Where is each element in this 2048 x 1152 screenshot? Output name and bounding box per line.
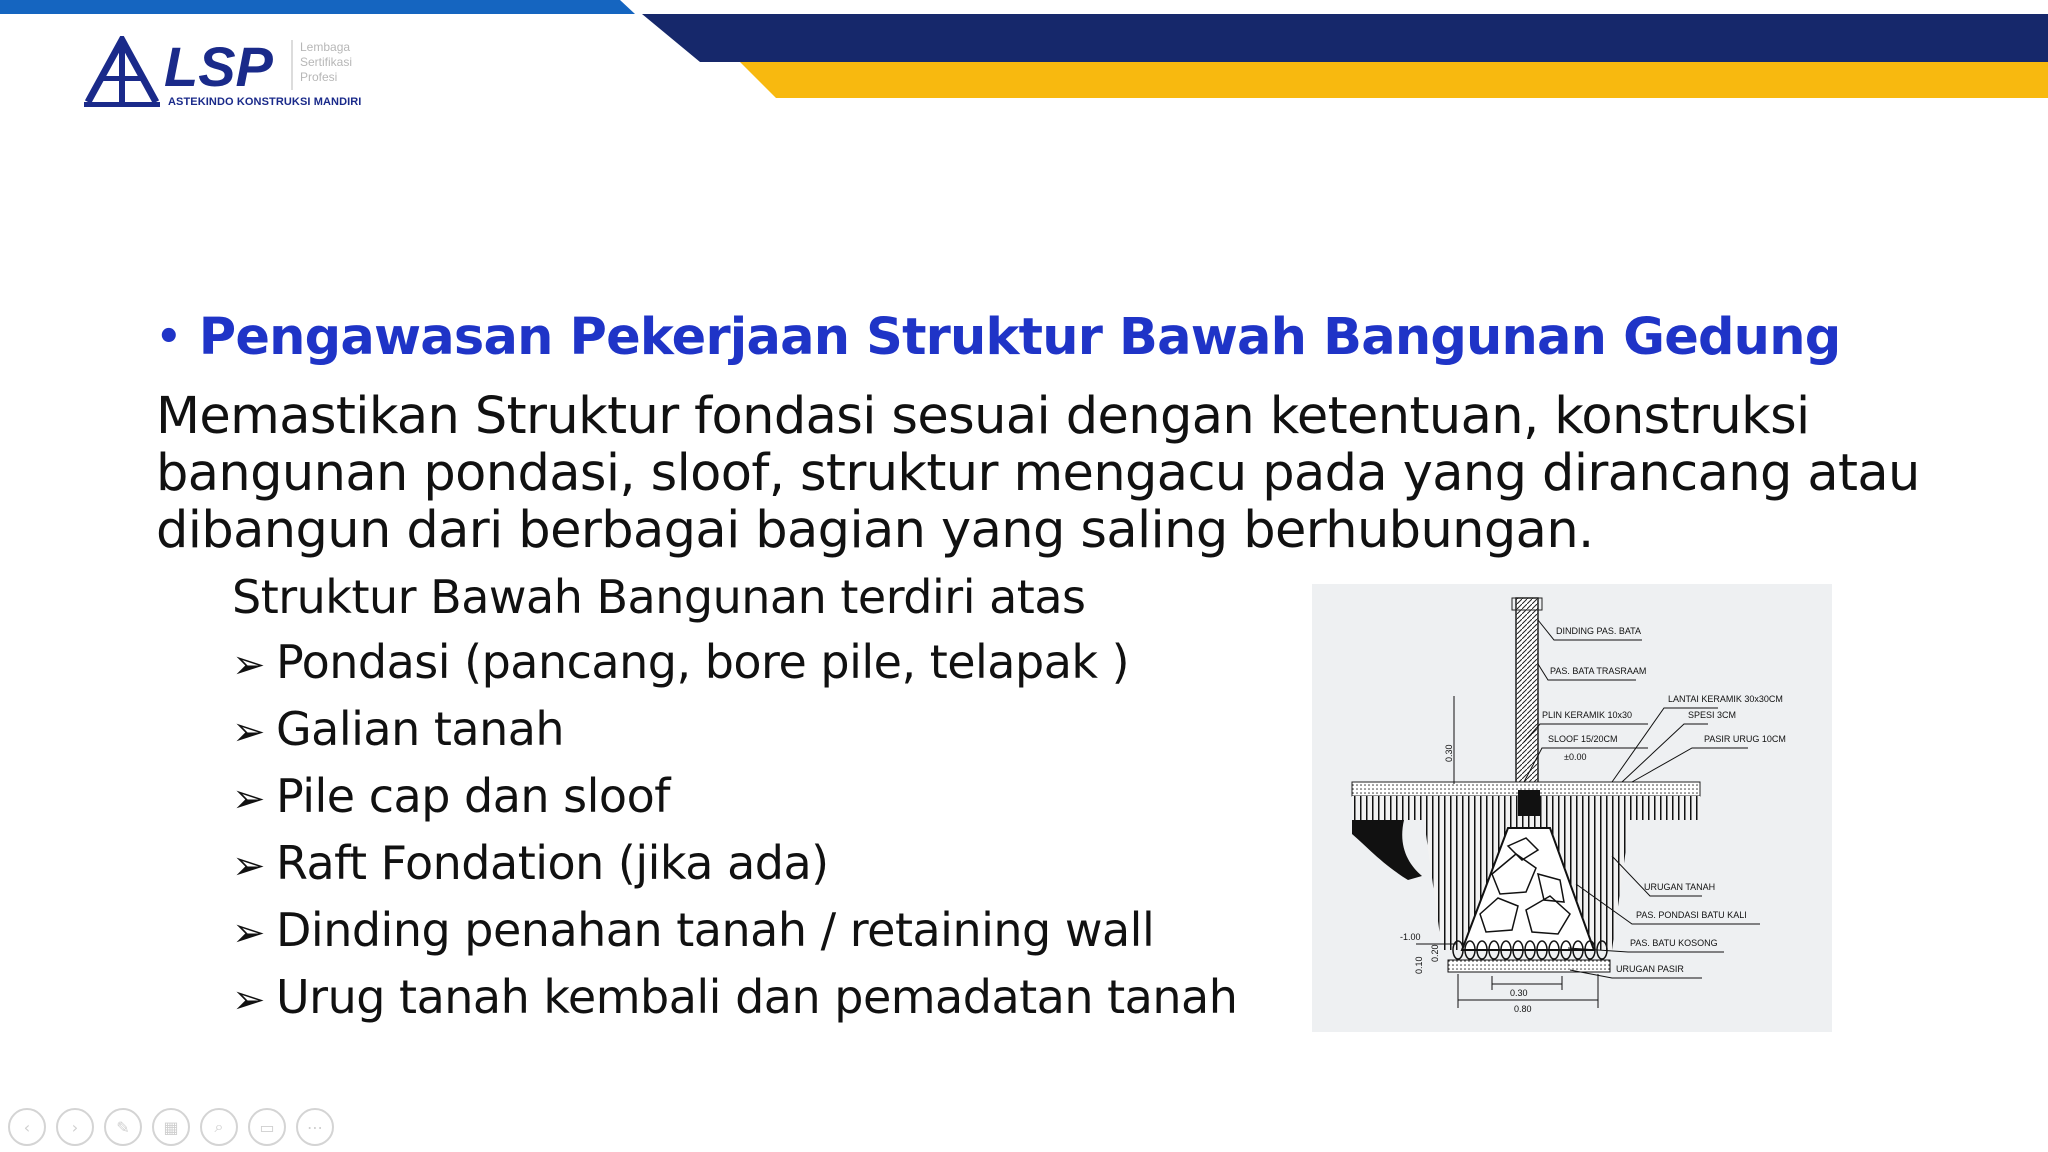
pen-tool-button[interactable]: ✎ — [104, 1108, 142, 1146]
label-dim-010: 0.10 — [1414, 956, 1424, 974]
label-urugan-pasir: URUGAN PASIR — [1616, 964, 1684, 974]
label-dim-030v: 0.30 — [1444, 744, 1454, 762]
label-urugan-tanah: URUGAN TANAH — [1644, 882, 1716, 892]
label-batu-kosong: PAS. BATU KOSONG — [1630, 938, 1718, 948]
label-sloof: SLOOF 15/20CM — [1548, 734, 1618, 744]
next-slide-button[interactable]: › — [56, 1108, 94, 1146]
slide-heading — [156, 308, 1840, 367]
prev-slide-button[interactable]: ‹ — [8, 1108, 46, 1146]
label-dim-020: 0.20 — [1430, 944, 1440, 962]
list-item: ➢ Urug tanah kembali dan pemadatan tanah — [232, 965, 1237, 1032]
zoom-button[interactable]: ⌕ — [200, 1108, 238, 1146]
presentation-controls — [8, 1108, 334, 1146]
heading-bullet: • — [156, 314, 181, 360]
arrow-bullet-icon: ➢ — [232, 642, 266, 688]
structure-list — [232, 630, 1237, 1032]
paragraph-line: dibangun dari berbagai bagian yang saling berhubungan. — [156, 501, 1594, 560]
logo-brand-text: LSP — [164, 36, 273, 98]
label-trasraam: PAS. BATA TRASRAAM — [1550, 666, 1647, 676]
heading-text: Pengawasan Pekerjaan Struktur Bawah Bangunan Gedung — [198, 308, 1841, 367]
foundation-diagram — [1312, 584, 1832, 1032]
label-elev-minus: -1.00 — [1400, 932, 1421, 942]
label-spesi: SPESI 3CM — [1688, 710, 1737, 720]
description-paragraph — [156, 387, 1920, 560]
list-item: ➢ Pile cap dan sloof — [232, 764, 1237, 831]
label-dim-030h: 0.30 — [1510, 988, 1528, 998]
arrow-bullet-icon: ➢ — [232, 977, 266, 1023]
label-dinding: DINDING PAS. BATA — [1556, 626, 1642, 636]
arrow-bullet-icon: ➢ — [232, 910, 266, 956]
list-item: ➢ Pondasi (pancang, bore pile, telapak ) — [232, 630, 1237, 697]
label-batu-kali: PAS. PONDASI BATU KALI — [1636, 910, 1747, 920]
label-plin: PLIN KERAMIK 10x30 — [1542, 710, 1633, 720]
label-pasir-urug: PASIR URUG 10CM — [1704, 734, 1786, 744]
foundation-section-drawing — [1312, 584, 1832, 1032]
paragraph-line: bangunan pondasi, sloof, struktur mengacu pada yang dirancang atau — [156, 444, 1920, 503]
label-elev0: ±0.00 — [1564, 752, 1587, 762]
subtitles-button[interactable]: ▭ — [248, 1108, 286, 1146]
arrow-bullet-icon: ➢ — [232, 776, 266, 822]
list-intro: Struktur Bawah Bangunan terdiri atas — [232, 570, 1086, 624]
list-item: ➢ Dinding penahan tanah / retaining wall — [232, 898, 1237, 965]
lsp-logo — [82, 36, 382, 116]
label-lantai: LANTAI KERAMIK 30x30CM — [1668, 694, 1783, 704]
logo-tagline: Lembaga Sertifikasi Profesi — [300, 40, 353, 84]
paragraph-line: Memastikan Struktur fondasi sesuai dengan ketentuan, konstruksi — [156, 387, 1810, 446]
label-dim-080: 0.80 — [1514, 1004, 1532, 1014]
list-item: ➢ Galian tanah — [232, 697, 1237, 764]
list-item: ➢ Raft Fondation (jika ada) — [232, 831, 1237, 898]
slides-grid-button[interactable]: ▦ — [152, 1108, 190, 1146]
logo-org-name: ASTEKINDO KONSTRUKSI MANDIRI — [168, 96, 362, 108]
arrow-bullet-icon: ➢ — [232, 843, 266, 889]
more-options-button[interactable]: ⋯ — [296, 1108, 334, 1146]
arrow-bullet-icon: ➢ — [232, 709, 266, 755]
